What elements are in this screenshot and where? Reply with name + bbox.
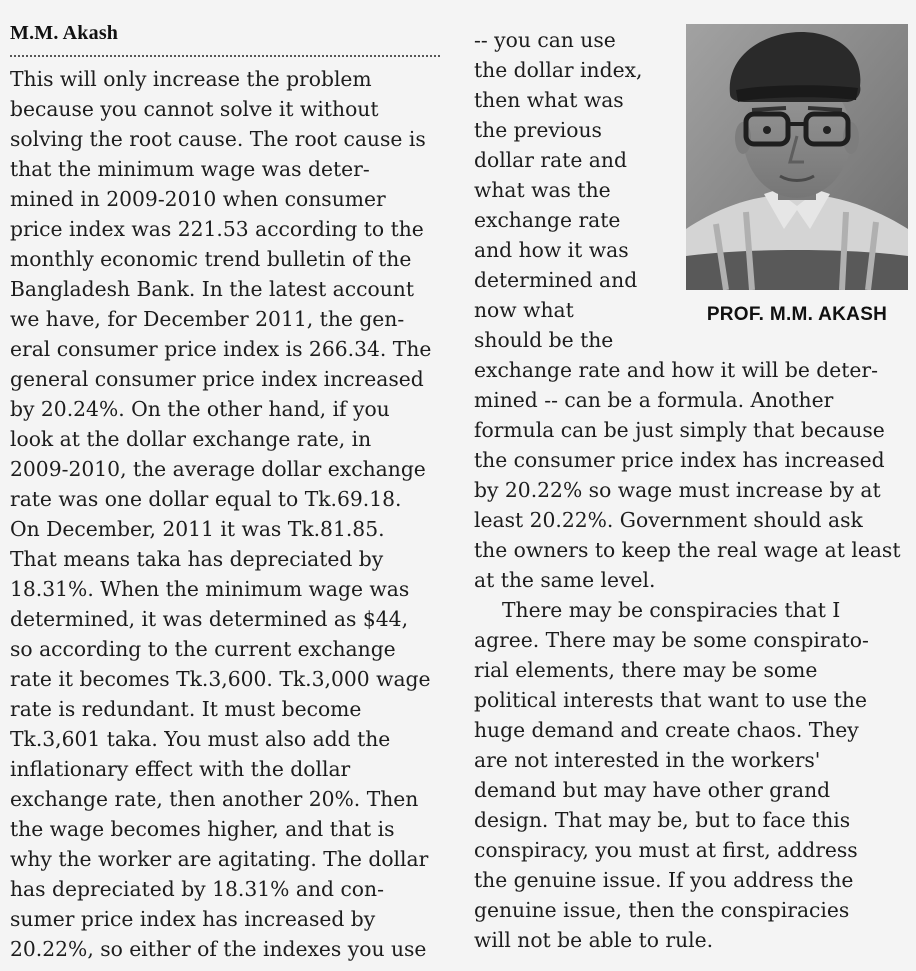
text-line: There may be conspiracies that I [502,598,841,622]
author-byline-text: M.M. Akash [10,22,119,44]
text-line: 18.31%. When the minimum wage was [10,577,410,601]
text-line: genuine issue, then the conspiracies [474,898,850,922]
text-line: formula can be just simply that because [474,418,885,442]
right-column-top-text [474,25,642,355]
text-line: political interests that want to use the [474,688,867,712]
text-line: will not be able to rule. [474,928,714,952]
text-line: and how it was [474,238,629,262]
text-line: conspiracy, you must at first, address [474,838,858,862]
text-line: solving the root cause. The root cause is [10,127,426,151]
text-line: mined in 2009-2010 when consumer [10,187,386,211]
text-line: This will only increase the problem [10,67,372,91]
text-line: determined and [474,268,638,292]
text-line: because you cannot solve it without [10,97,379,121]
text-line: sumer price index has increased by [10,907,376,931]
text-line: the dollar index, [474,58,643,82]
text-line: On December, 2011 it was Tk.81.85. [10,517,385,541]
text-line: general consumer price index increased [10,367,424,391]
text-line: exchange rate, then another 20%. Then [10,787,419,811]
text-line: then what was [474,88,624,112]
text-line: the genuine issue. If you address the [474,868,854,892]
text-line: demand but may have other grand [474,778,831,802]
text-line: eral consumer price index is 266.34. The [10,337,432,361]
text-line: has depreciated by 18.31% and con- [10,877,384,901]
text-line: determined, it was determined as $44, [10,607,409,631]
text-line: exchange rate and how it will be deter- [474,358,878,382]
text-line: inflationary effect with the dollar [10,757,351,781]
text-line: rate is redundant. It must become [10,697,362,721]
text-line: Bangladesh Bank. In the latest account [10,277,414,301]
left-column-text [10,64,431,964]
text-line: Tk.3,601 taka. You must also add the [10,727,391,751]
text-line: design. That may be, but to face this [474,808,851,832]
text-line: rate it becomes Tk.3,600. Tk.3,000 wage [10,667,431,691]
text-line: look at the dollar exchange rate, in [10,427,372,451]
text-line: the wage becomes higher, and that is [10,817,395,841]
photo-caption [686,304,908,326]
text-line: should be the [474,328,614,352]
text-line: least 20.22%. Government should ask [474,508,863,532]
text-line: the owners to keep the real wage at least [474,538,901,562]
text-line: the consumer price index has increased [474,448,885,472]
text-line: -- you can use [474,28,616,52]
text-line: the previous [474,118,602,142]
text-line: that the minimum wage was deter- [10,157,370,181]
text-line: by 20.22% so wage must increase by at [474,478,881,502]
text-line: rate was one dollar equal to Tk.69.18. [10,487,402,511]
text-line: mined -- can be a formula. Another [474,388,834,412]
text-line: by 20.24%. On the other hand, if you [10,397,390,421]
text-line: exchange rate [474,208,621,232]
text-line: dollar rate and [474,148,627,172]
text-line: agree. There may be some conspirato- [474,628,869,652]
text-line: why the worker are agitating. The dollar [10,847,429,871]
text-line: are not interested in the workers' [474,748,821,772]
text-line: we have, for December 2011, the gen- [10,307,405,331]
text-line: 20.22%, so either of the indexes you use [10,937,427,961]
text-line: at the same level. [474,568,656,592]
text-line: so according to the current exchange [10,637,396,661]
text-line: 2009-2010, the average dollar exchange [10,457,426,481]
author-portrait-image [686,24,908,290]
photo-caption-text: PROF. M.M. AKASH [706,304,888,325]
text-line: price index was 221.53 according to the [10,217,424,241]
author-byline [10,22,442,45]
byline-dotted-rule [10,55,440,57]
text-line: monthly economic trend bulletin of the [10,247,412,271]
text-line: now what [474,298,574,322]
right-column-bottom-text [474,355,900,955]
text-line: That means taka has depreciated by [10,547,384,571]
text-line: rial elements, there may be some [474,658,818,682]
text-line: huge demand and create chaos. They [474,718,859,742]
author-photo [686,24,908,290]
text-line: what was the [474,178,611,202]
